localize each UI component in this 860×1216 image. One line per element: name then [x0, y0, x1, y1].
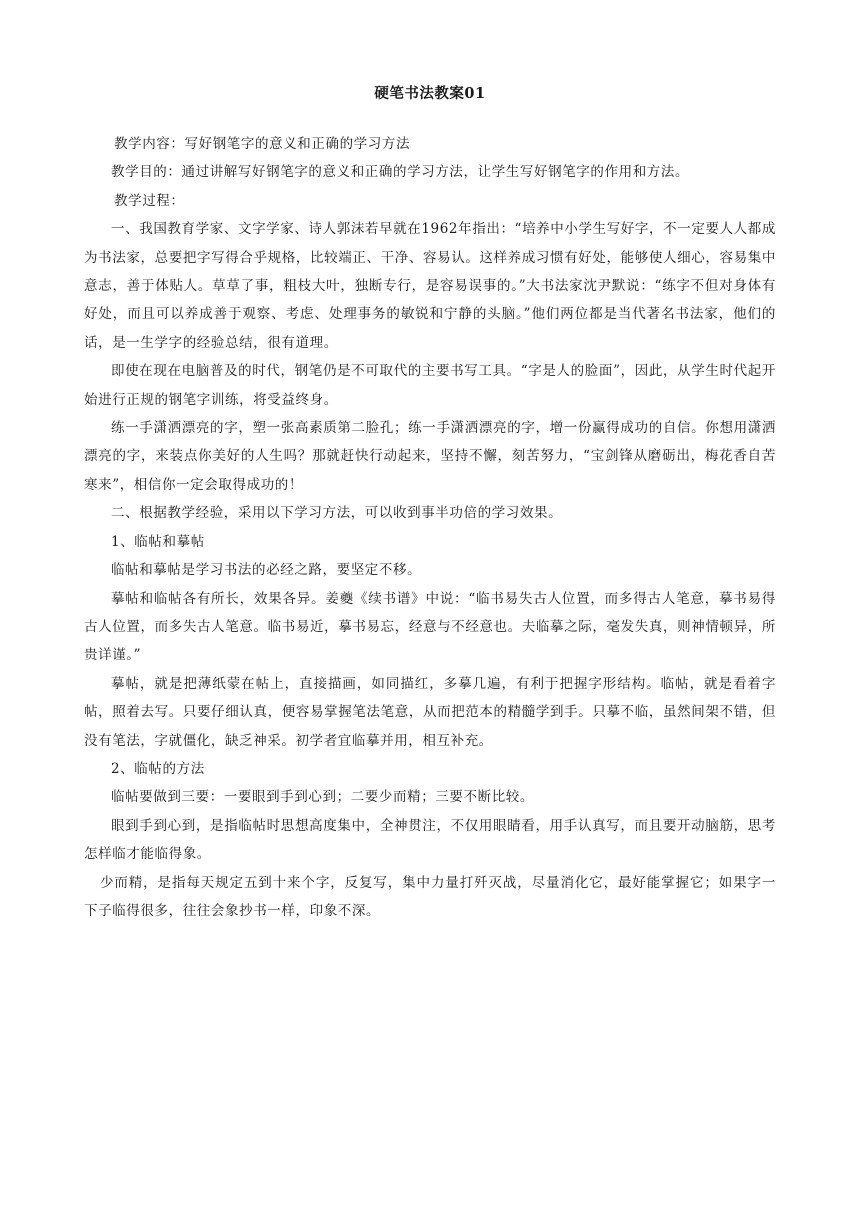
document-title: 硬笔书法教案01: [374, 85, 486, 102]
document-body: [84, 130, 776, 925]
paragraph-eye-hand-heart: 眼到手到心到，是指临帖时思想高度集中，全神贯注，不仅用眼睛看，用手认真写，而且要开动脑筋，思考怎样临才能临得象。: [84, 817, 776, 863]
paragraph-computer-era: 即使在现在电脑普及的时代，钢笔仍是不可取代的主要书写工具。“字是人的脸面”，因此，从学生时代起开始进行正规的钢笔字训练，将受益终身。: [84, 363, 776, 408]
paragraph-copy-and-trace-intro: 临帖和摹帖是学习书法的必经之路，要坚定不移。: [111, 562, 422, 579]
paragraph-few-but-fine: 少而精，是指每天规定五到十来个字，反复写，集中力量打歼灭战，尽量消化它，最好能掌握它；如果字一下子临得很多，往往会象抄书一样，印象不深。: [84, 874, 776, 919]
paragraph-three-requirements: 临帖要做到三要：一要眼到手到心到；二要少而精；三要不断比较。: [111, 789, 534, 806]
paragraph-jiang-kui-quote: 摹帖和临帖各有所长，效果各异。姜夔《续书谱》中说：“临书易失古人位置，而多得古人笔意，摹书易得古人位置，而多失古人笔意。临书易近，摹书易忘，经意与不经意也。夫临摹之际，毫发失真，则神情顿异，所贵详谨。”: [84, 590, 776, 664]
heading-copy-and-trace: 1、临帖和摹帖: [111, 533, 205, 550]
paragraph-tracing-explained: 摹帖，就是把薄纸蒙在帖上，直接描画，如同描红，多摹几遍，有利于把握字形结构。临帖，就是看着字帖，照着去写。只要仔细认真，便容易掌握笔法笔意，从而把范本的精髓学到手。只摹不临，虽然间架不错，但没有笔法，字就僵化，缺乏神采。初学者宜临摹并用，相互补充。: [84, 675, 776, 749]
paragraph-teaching-content: 教学内容：写好钢笔字的意义和正确的学习方法: [114, 136, 411, 152]
paragraph-handsome-writing: 练一手潇洒漂亮的字，塑一张高素质第二脸孔；练一手潇洒漂亮的字，增一份赢得成功的自信。你想用潇洒漂亮的字，来装点你美好的人生吗？那就赶快行动起来，坚持不懈，刻苦努力，“宝剑锋从磨砺出，梅花香自苦寒来”，相信你一定会取得成功的！: [84, 420, 776, 493]
paragraph-section-two: 二、根据教学经验，采用以下学习方法，可以收到事半功倍的学习效果。: [111, 505, 563, 522]
paragraph-teaching-goal: 教学目的：通过讲解写好钢笔字的意义和正确的学习方法，让学生写好钢笔字的作用和方法。: [111, 164, 690, 181]
paragraph-teaching-process: 教学过程：: [114, 192, 185, 209]
paragraph-guo-moruo-quote: 一、我国教育学家、文字学家、诗人郭沫若早就在1962年指出：“培养中小学生写好字，不一定要人人都成为书法家，总要把字写得合乎规格，比较端正、干净、容易认。这样养成习惯有好处，能够使人细心，容易集中意志，善于体贴人。草草了事，粗枝大叶，独断专行，是容易误事的。”大书法家沈尹默说：“练字不但对身体有好处，而且可以养成善于观察、考虑、处理事务的敏锐和宁静的头脑。”他们两位都是当代著名书法家，他们的话，是一生学字的经验总结，很有道理。: [84, 221, 776, 351]
heading-copying-method: 2、临帖的方法: [111, 760, 205, 777]
